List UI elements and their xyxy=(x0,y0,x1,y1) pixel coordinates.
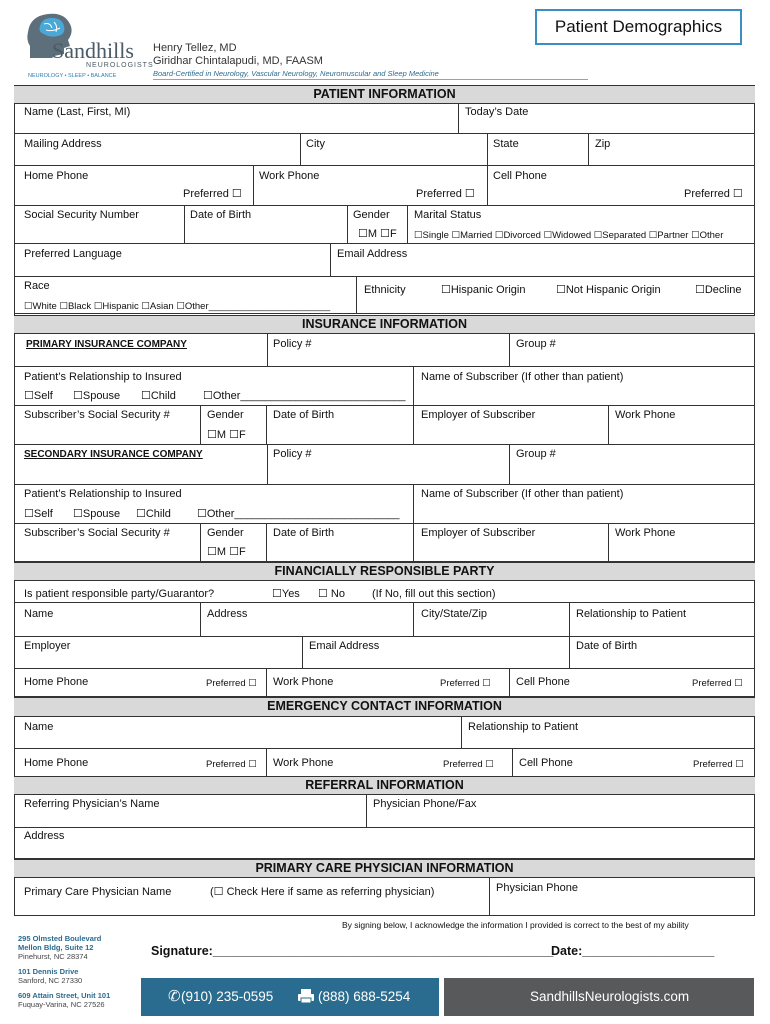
primary-subscriber-ssn-label: Subscriber’s Social Security # xyxy=(24,409,170,421)
responsible-email-label: Email Address xyxy=(309,640,380,652)
emergency-cell-preferred[interactable]: Preferred ☐ xyxy=(693,759,744,770)
preferred-language-label: Preferred Language xyxy=(24,248,122,260)
secondary-gender-options[interactable]: ☐M ☐F xyxy=(207,546,246,558)
patient-info-section xyxy=(14,85,755,314)
primary-child-option[interactable]: ☐Child xyxy=(141,390,176,402)
doctor-1: Henry Tellez, MD xyxy=(153,42,237,54)
zip-label: Zip xyxy=(595,138,611,150)
logo xyxy=(24,10,154,82)
divider xyxy=(267,444,268,484)
marital-status-options[interactable]: ☐Single ☐Married ☐Divorced ☐Widowed ☐Separated ☐Partner ☐Other xyxy=(414,230,724,241)
guarantor-no-option[interactable]: ☐ No xyxy=(318,588,345,600)
emergency-heading: EMERGENCY CONTACT INFORMATION xyxy=(14,697,755,717)
signature-line[interactable]: Signature:_________________________________________________ xyxy=(151,944,554,958)
cell-phone-label: Cell Phone xyxy=(493,170,547,182)
phone-icon: ✆ xyxy=(168,988,181,1005)
acknowledgement-text: By signing below, I acknowledge the information I provided is correct to the best of my ability xyxy=(342,920,689,930)
office-3-line-1: 609 Attain Street, Unit 101 xyxy=(18,991,111,1000)
divider xyxy=(302,636,303,668)
divider xyxy=(14,243,755,244)
divider xyxy=(267,334,268,366)
home-phone-preferred[interactable]: Preferred ☐ xyxy=(183,188,242,200)
board-certification: Board-Certified in Neurology, Vascular Neurology, Neuromuscular and Sleep Medicine xyxy=(153,69,439,78)
primary-group-label: Group # xyxy=(516,338,556,350)
name-label: Name (Last, First, MI) xyxy=(24,106,131,118)
emergency-cell-phone-label: Cell Phone xyxy=(519,757,573,769)
secondary-self-option[interactable]: ☐Self xyxy=(24,508,53,520)
responsible-cell-phone-label: Cell Phone xyxy=(516,676,570,688)
office-1-line-2: Mellon Bldg, Suite 12 xyxy=(18,943,94,952)
divider xyxy=(608,405,609,444)
secondary-other-option[interactable]: ☐Other___________________________ xyxy=(197,508,400,520)
secondary-policy-label: Policy # xyxy=(273,448,312,460)
responsible-city-state-zip-label: City/State/Zip xyxy=(421,608,488,620)
office-2-line-2: Sanford, NC 27330 xyxy=(18,976,83,985)
state-label: State xyxy=(493,138,519,150)
decline-option[interactable]: ☐Decline xyxy=(695,284,742,296)
responsible-employer-label: Employer xyxy=(24,640,71,652)
secondary-subscriber-ssn-label: Subscriber’s Social Security # xyxy=(24,527,170,539)
responsible-home-phone-label: Home Phone xyxy=(24,676,89,688)
primary-gender-label: Gender xyxy=(207,409,244,421)
patient-info-heading: PATIENT INFORMATION xyxy=(14,85,755,104)
divider xyxy=(461,717,462,748)
divider xyxy=(588,133,589,165)
divider xyxy=(14,668,755,669)
divider xyxy=(14,748,755,749)
todays-date-label: Today’s Date xyxy=(465,106,529,118)
financial-section xyxy=(14,562,755,697)
mailing-address-label: Mailing Address xyxy=(24,138,102,150)
race-options[interactable]: ☐White ☐Black ☐Hispanic ☐Asian ☐Other_______________________ xyxy=(24,301,331,312)
hispanic-origin-option[interactable]: ☐Hispanic Origin xyxy=(441,284,526,296)
primary-self-option[interactable]: ☐Self xyxy=(24,390,53,402)
phone-number[interactable]: (910) 235-0595 xyxy=(181,989,274,1004)
referral-address-label: Address xyxy=(24,830,65,842)
secondary-gender-label: Gender xyxy=(207,527,244,539)
emergency-name-label: Name xyxy=(24,721,54,733)
divider xyxy=(608,523,609,562)
gender-options[interactable]: ☐M ☐F xyxy=(358,228,397,240)
referring-physician-label: Referring Physician’s Name xyxy=(24,798,160,810)
divider xyxy=(14,484,755,485)
race-label: Race xyxy=(24,280,50,292)
divider xyxy=(184,205,185,243)
divider xyxy=(569,602,570,668)
divider xyxy=(487,133,488,165)
email-address-label: Email Address xyxy=(337,248,408,260)
ethnicity-label: Ethnicity xyxy=(364,284,406,296)
responsible-relationship-label: Relationship to Patient xyxy=(576,608,687,620)
divider xyxy=(512,748,513,777)
pcp-phone-label: Physician Phone xyxy=(496,882,578,894)
pcp-heading: PRIMARY CARE PHYSICIAN INFORMATION xyxy=(14,859,755,878)
secondary-insurance-label: SECONDARY INSURANCE COMPANY xyxy=(24,449,203,460)
city-label: City xyxy=(306,138,325,150)
primary-subscriber-name-label: Name of Subscriber (If other than patient) xyxy=(421,371,624,383)
logo-sub: NEUROLOGISTS xyxy=(86,62,154,69)
responsible-home-preferred[interactable]: Preferred ☐ xyxy=(206,678,257,689)
fax-number[interactable]: (888) 688-5254 xyxy=(318,989,411,1004)
divider xyxy=(489,878,490,916)
referral-heading: REFERRAL INFORMATION xyxy=(14,776,755,795)
divider xyxy=(413,602,414,636)
primary-dob-label: Date of Birth xyxy=(273,409,335,421)
date-line[interactable]: Date:___________________ xyxy=(551,944,715,958)
work-phone-preferred[interactable]: Preferred ☐ xyxy=(416,188,475,200)
secondary-relationship-label: Patient’s Relationship to Insured xyxy=(24,488,182,500)
dob-label: Date of Birth xyxy=(190,209,252,221)
emergency-work-phone-label: Work Phone xyxy=(273,757,334,769)
guarantor-yes-option[interactable]: ☐Yes xyxy=(272,588,300,600)
secondary-subscriber-name-label: Name of Subscriber (If other than patient) xyxy=(421,488,624,500)
work-phone-label: Work Phone xyxy=(259,170,320,182)
office-1-line-3: Pinehurst, NC 28374 xyxy=(18,952,88,961)
responsible-work-phone-label: Work Phone xyxy=(273,676,334,688)
secondary-group-label: Group # xyxy=(516,448,556,460)
divider xyxy=(266,668,267,697)
divider xyxy=(200,405,201,444)
primary-spouse-option[interactable]: ☐Spouse xyxy=(73,390,121,402)
divider xyxy=(300,133,301,165)
physician-phone-fax-label: Physician Phone/Fax xyxy=(373,798,477,810)
emergency-home-phone-label: Home Phone xyxy=(24,757,89,769)
divider xyxy=(253,165,254,205)
divider xyxy=(14,133,755,134)
divider xyxy=(366,795,367,827)
primary-gender-options[interactable]: ☐M ☐F xyxy=(207,429,246,441)
primary-other-option[interactable]: ☐Other___________________________ xyxy=(203,390,406,402)
primary-work-phone-label: Work Phone xyxy=(615,409,676,421)
divider xyxy=(266,523,267,562)
divider xyxy=(14,165,755,166)
secondary-work-phone-label: Work Phone xyxy=(615,527,676,539)
home-phone-label: Home Phone xyxy=(24,170,89,182)
logo-name: Sandhills xyxy=(52,38,134,63)
divider xyxy=(509,444,510,484)
divider xyxy=(266,748,267,777)
emergency-home-preferred[interactable]: Preferred ☐ xyxy=(206,759,257,770)
gender-label: Gender xyxy=(353,209,390,221)
divider xyxy=(14,523,755,524)
divider xyxy=(14,366,755,367)
divider xyxy=(509,668,510,697)
responsible-name-label: Name xyxy=(24,608,54,620)
guarantor-if-no-note: (If No, fill out this section) xyxy=(372,588,496,600)
divider xyxy=(407,205,408,243)
divider xyxy=(509,334,510,366)
secondary-dob-label: Date of Birth xyxy=(273,527,335,539)
fax-icon xyxy=(298,989,314,1003)
insurance-heading: INSURANCE INFORMATION xyxy=(14,315,755,334)
office-1-line-1: 295 Olmsted Boulevard xyxy=(18,934,102,943)
divider xyxy=(200,602,201,636)
responsible-cell-preferred[interactable]: Preferred ☐ xyxy=(692,678,743,689)
divider xyxy=(356,276,357,314)
emergency-relationship-label: Relationship to Patient xyxy=(468,721,579,733)
office-addresses xyxy=(18,934,138,1009)
marital-status-label: Marital Status xyxy=(414,209,482,221)
responsible-address-label: Address xyxy=(207,608,248,620)
logo-tagline: NEUROLOGY • SLEEP • BALANCE xyxy=(28,73,117,79)
insurance-section xyxy=(14,314,755,562)
primary-policy-label: Policy # xyxy=(273,338,312,350)
divider xyxy=(347,205,348,243)
office-3-line-2: Fuquay-Varina, NC 27526 xyxy=(18,1000,105,1009)
form-title: Patient Demographics xyxy=(535,9,742,45)
header-rule xyxy=(153,79,588,80)
secondary-employer-label: Employer of Subscriber xyxy=(421,527,536,539)
office-2-line-1: 101 Dennis Drive xyxy=(18,967,79,976)
primary-insurance-label: PRIMARY INSURANCE COMPANY xyxy=(26,339,187,350)
cell-phone-preferred[interactable]: Preferred ☐ xyxy=(684,188,743,200)
responsible-dob-label: Date of Birth xyxy=(576,640,638,652)
primary-relationship-label: Patient’s Relationship to Insured xyxy=(24,371,182,383)
divider xyxy=(14,405,413,406)
divider xyxy=(330,243,331,276)
financial-heading: FINANCIALLY RESPONSIBLE PARTY xyxy=(14,562,755,581)
divider xyxy=(458,104,459,133)
divider xyxy=(14,276,755,277)
divider xyxy=(14,602,755,603)
secondary-child-option[interactable]: ☐Child xyxy=(136,508,171,520)
guarantor-question: Is patient responsible party/Guarantor? xyxy=(24,588,215,600)
website-link[interactable]: SandhillsNeurologists.com xyxy=(530,989,690,1004)
divider xyxy=(266,405,267,444)
not-hispanic-origin-option[interactable]: ☐Not Hispanic Origin xyxy=(556,284,661,296)
pcp-name-label: Primary Care Physician Name xyxy=(24,886,172,898)
divider xyxy=(14,205,755,206)
divider xyxy=(14,827,755,828)
doctor-2: Giridhar Chintalapudi, MD, FAASM xyxy=(153,55,323,67)
primary-employer-label: Employer of Subscriber xyxy=(421,409,536,421)
divider xyxy=(413,405,755,406)
ssn-label: Social Security Number xyxy=(24,209,139,221)
responsible-work-preferred[interactable]: Preferred ☐ xyxy=(440,678,491,689)
secondary-spouse-option[interactable]: ☐Spouse xyxy=(73,508,121,520)
divider xyxy=(14,636,755,637)
divider xyxy=(14,444,755,445)
divider xyxy=(200,523,201,562)
divider xyxy=(487,165,488,205)
pcp-same-as-referring-checkbox[interactable]: (☐ Check Here if same as referring physician) xyxy=(210,886,435,898)
emergency-work-preferred[interactable]: Preferred ☐ xyxy=(443,759,494,770)
